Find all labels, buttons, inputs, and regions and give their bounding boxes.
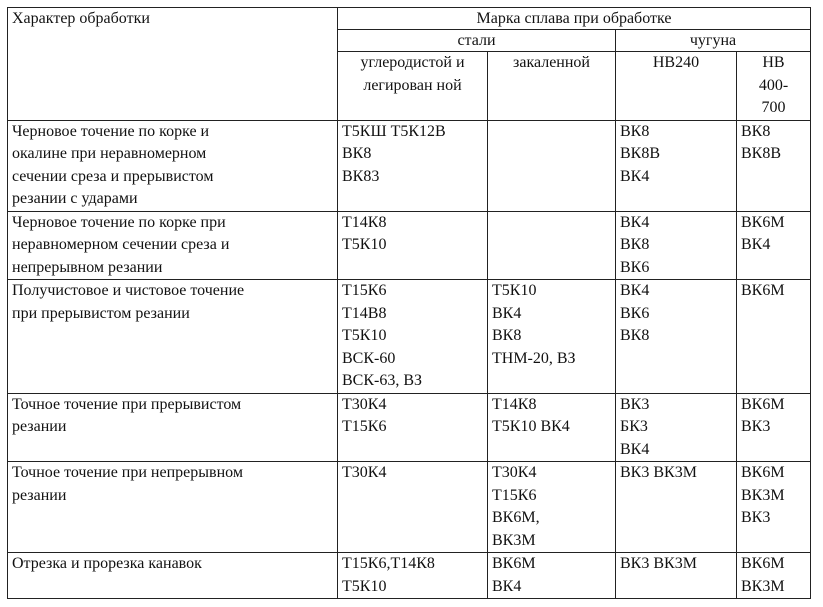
cell-line: легирован ной (363, 76, 462, 94)
cell-line: ВК6 (620, 304, 650, 322)
cell-line: Т14К8 (342, 213, 387, 231)
cell-line: Черновое точение по корке и (12, 122, 210, 140)
cell-line: Отрезка и прорезка канавок (12, 555, 202, 572)
table-row (8, 553, 811, 599)
cell-line: ВК3М (741, 577, 785, 595)
cell-line: ВК8 (620, 122, 650, 140)
carbon-steel-cell (338, 211, 488, 280)
cell-line: сечении среза и прерывистом (12, 167, 214, 185)
cell-line: ВК8 (492, 327, 522, 344)
cell-line: Получистовое и чистовое точение (12, 282, 245, 299)
cell-line: НВ (762, 54, 785, 71)
processing-type-cell (8, 462, 338, 553)
hardened-steel-cell (488, 280, 616, 394)
cell-line: неравномерном сечении среза и (12, 236, 230, 253)
cell-line: ТНМ-20, ВЗ (492, 349, 576, 367)
cell-line: ВК6М (741, 555, 785, 572)
cell-line: ВК8В (741, 145, 782, 162)
header-hardened: закаленной (488, 52, 616, 121)
cell-line: ВК6М (741, 395, 785, 413)
cell-line: резании (12, 418, 67, 435)
header-processing-type: Характер обработки (8, 8, 338, 121)
hardened-steel-cell (488, 393, 616, 462)
carbon-steel-cell (338, 553, 488, 599)
cell-line: Т5К10 (492, 282, 537, 299)
cell-line: ВК6 (620, 258, 650, 276)
table-row (8, 280, 811, 394)
cell-line: Т30К4 (342, 395, 387, 413)
header-alloy-grade: Марка сплава при обработке (338, 8, 811, 30)
cell-line: ВК4 (620, 440, 650, 458)
carbon-steel-cell (338, 120, 488, 211)
cast-iron-hb240-cell (616, 553, 737, 599)
alloy-selection-table (7, 7, 811, 599)
cell-line: ВК3 ВК3М (620, 464, 697, 481)
processing-type-cell (8, 120, 338, 211)
cell-line: Т30К4 (342, 464, 387, 481)
cell-line: резании с ударами (12, 190, 138, 207)
cell-line: 700 (761, 99, 786, 116)
hardened-steel-cell (488, 120, 616, 211)
cast-iron-hb240-cell (616, 120, 737, 211)
cell-line: ВК4 (620, 282, 650, 299)
processing-type-cell (8, 393, 338, 462)
cell-line: Т15К6 (492, 486, 537, 504)
cell-line: ВК6М (492, 555, 536, 572)
cast-iron-hb400-cell (737, 553, 811, 599)
header-hb240: НВ240 (616, 52, 737, 121)
cell-line: ВК3 (620, 395, 650, 413)
cell-line: Т14В8 (342, 304, 387, 322)
cell-line: ВК3 (741, 418, 771, 435)
cast-iron-hb400-cell (737, 120, 811, 211)
processing-type-cell (8, 553, 338, 599)
cell-line: 400- (758, 76, 789, 94)
cell-line: непрерывном резании (12, 258, 163, 276)
cell-line: Т5К10 (342, 236, 387, 253)
cell-line: Т5К10 ВК4 (492, 418, 570, 435)
cell-line: Точное точение при непрерывном (12, 464, 243, 481)
header-hb400-700 (737, 52, 811, 121)
cell-line: БК3 (620, 418, 648, 435)
cell-line: Черновое точение по корке при (12, 213, 226, 231)
cast-iron-hb240-cell (616, 462, 737, 553)
cell-line: ВК3М (741, 486, 785, 504)
cell-line: ВК8 (620, 236, 650, 253)
cast-iron-hb400-cell (737, 462, 811, 553)
cell-line: ВК4 (620, 213, 650, 231)
cell-line: Т5КШ Т5К12В (342, 122, 446, 140)
cell-line: Т15К6,Т14К8 (342, 555, 435, 572)
cell-line: ВК6М, (492, 509, 540, 526)
cell-line: Т30К4 (492, 464, 537, 481)
cell-line: Точное точение при прерывистом (12, 395, 242, 413)
cell-line: ВК3 (741, 509, 771, 526)
cell-line: ВСК-63, ВЗ (342, 372, 423, 389)
hardened-steel-cell (488, 553, 616, 599)
carbon-steel-cell (338, 393, 488, 462)
cell-line: углеродистой и (360, 54, 465, 71)
cell-line: ВК8 (620, 327, 650, 344)
table-row (8, 120, 811, 211)
cell-line: резании (12, 486, 67, 504)
table-row (8, 462, 811, 553)
cell-line: ВК4 (492, 304, 522, 322)
cell-line: ВК8 (342, 145, 372, 162)
cast-iron-hb240-cell (616, 211, 737, 280)
cast-iron-hb400-cell (737, 211, 811, 280)
cast-iron-hb400-cell (737, 393, 811, 462)
cell-line: Т14К8 (492, 395, 537, 413)
header-row-1 (8, 8, 811, 30)
cell-line: при прерывистом резании (12, 304, 190, 322)
cell-line: ВК8 (741, 122, 771, 140)
cast-iron-hb240-cell (616, 393, 737, 462)
cell-line: ВК4 (492, 577, 522, 595)
cell-line: окалине при неравномерном (12, 145, 207, 162)
cell-line: Т15К6 (342, 282, 387, 299)
hardened-steel-cell (488, 211, 616, 280)
cell-line: ВК6М (741, 282, 785, 299)
table-row (8, 211, 811, 280)
hardened-steel-cell (488, 462, 616, 553)
cast-iron-hb400-cell (737, 280, 811, 394)
processing-type-cell (8, 280, 338, 394)
header-steel: стали (338, 30, 616, 52)
processing-type-cell (8, 211, 338, 280)
carbon-steel-cell (338, 280, 488, 394)
cell-line: ВК6М (741, 213, 785, 231)
cell-line: ВК4 (620, 167, 650, 185)
cell-line: Т15К6 (342, 418, 387, 435)
cell-line: ВК83 (342, 167, 380, 185)
table-body (8, 120, 811, 599)
cell-line: ВК3 ВК3М (620, 555, 697, 572)
table-row (8, 393, 811, 462)
cell-line: ВСК-60 (342, 349, 396, 367)
cell-line: Т5К10 (342, 577, 387, 595)
cell-line: ВК8В (620, 145, 661, 162)
cell-line: ВК6М (741, 464, 785, 481)
cell-line: Т5К10 (342, 327, 387, 344)
header-cast-iron: чугуна (616, 30, 811, 52)
cell-line: ВК4 (741, 236, 771, 253)
header-carbon-alloyed (338, 52, 488, 121)
cast-iron-hb240-cell (616, 280, 737, 394)
cell-line: ВК3М (492, 531, 536, 549)
carbon-steel-cell (338, 462, 488, 553)
